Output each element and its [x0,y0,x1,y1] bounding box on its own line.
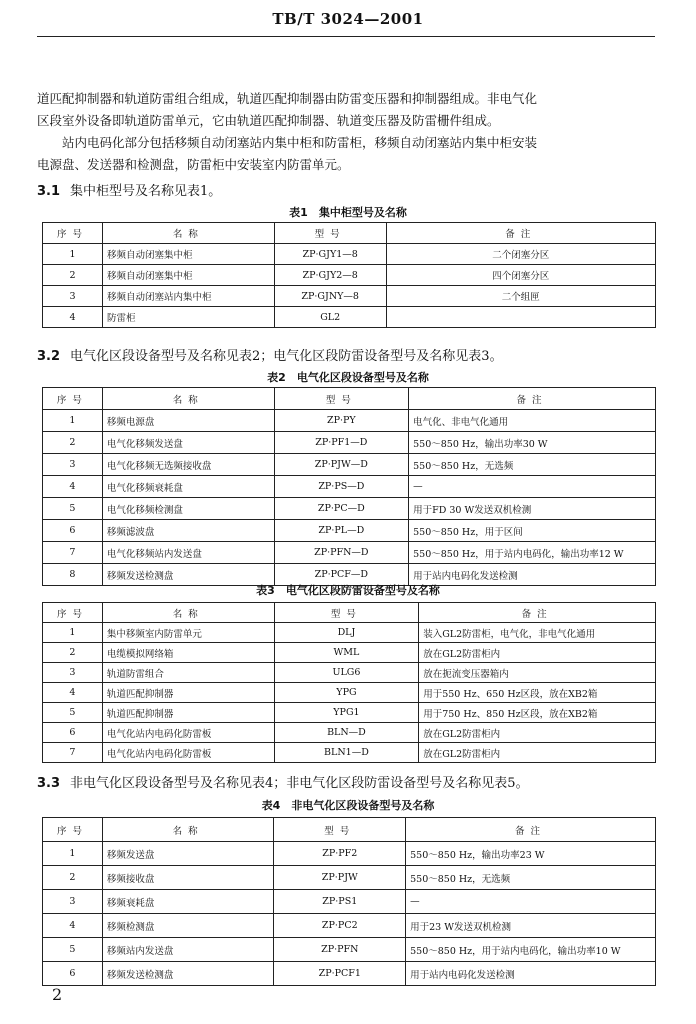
table-cell: ZP·PS1 [274,890,406,914]
table-row [43,962,656,986]
header-cell: 型号 [274,603,419,623]
table-cell: 3 [43,663,103,683]
table-row [43,890,656,914]
table-cell: 2 [43,265,103,286]
section-3-2 [37,345,503,364]
table-row [43,723,656,743]
table-cell: 550～850 Hz，用于站内电码化，输出功率12 W [409,542,656,564]
table-row [43,432,656,454]
table-cell: ZP·PC2 [274,914,406,938]
table-cell: BLN1—D [274,743,419,763]
table-row [43,743,656,763]
section-3-3 [37,772,529,791]
table4-caption: 表4 非电气化区段设备型号及名称 [261,799,435,812]
table-cell: 4 [43,307,103,328]
table-cell: 用于23 W发送双机检测 [406,914,656,938]
header-cell: 名称 [102,388,274,410]
header-cell: 名称 [102,603,274,623]
table4 [42,817,656,986]
table-cell: WML [274,643,419,663]
table-cell: ZP·PY [274,410,409,432]
intro-line-1: 道匹配抑制器和轨道防雷组合组成，轨道匹配抑制器由防雷变压器和抑制器组成。非电气化 [37,91,538,106]
table-cell: 3 [43,454,103,476]
table-cell: YPG1 [274,703,419,723]
table-cell: — [409,476,656,498]
table-cell: 电气化、非电气化通用 [409,410,656,432]
header-cell: 备注 [386,223,655,244]
table-cell: 放在GL2防雷柜内 [419,643,656,663]
table-cell: 防雷柜 [102,307,274,328]
table-cell: ZP·PF1—D [274,432,409,454]
table-row [43,663,656,683]
table-cell: 5 [43,498,103,520]
table-header-row [43,603,656,623]
table-cell: 电气化移频发送盘 [102,432,274,454]
table-cell: 移频衰耗盘 [102,890,274,914]
table-cell: 4 [43,914,103,938]
header-cell: 型号 [274,223,386,244]
table-cell: 放在GL2防雷柜内 [419,723,656,743]
table-row [43,265,656,286]
table-cell: 电气化移频检测盘 [102,498,274,520]
table-cell: 550～850 Hz，无选频 [409,454,656,476]
table-cell: 移频发送检测盘 [102,962,274,986]
table-cell: 5 [43,938,103,962]
table-row [43,703,656,723]
table-cell: 7 [43,542,103,564]
table-cell: 用于550 Hz、650 Hz区段，放在XB2箱 [419,683,656,703]
table-cell: ZP·PCF1 [274,962,406,986]
header-cell: 备注 [406,818,656,842]
table-cell: ZP·PL—D [274,520,409,542]
table-cell: 电气化站内电码化防雷板 [102,743,274,763]
table-row [43,498,656,520]
table-cell: 6 [43,723,103,743]
header-cell: 备注 [419,603,656,623]
table-cell: YPG [274,683,419,703]
table1-caption: 表1 集中柜型号及名称 [289,206,407,219]
table-cell: ZP·GJY2—8 [274,265,386,286]
table-row [43,914,656,938]
table-cell: 4 [43,683,103,703]
table-row [43,454,656,476]
table-cell: 电气化移频衰耗盘 [102,476,274,498]
table-cell: 二个闭塞分区 [386,244,655,265]
table-cell: 装入GL2防雷柜，电气化，非电气化通用 [419,623,656,643]
table-row [43,307,656,328]
table-cell: ZP·PJW—D [274,454,409,476]
section-text: 集中柜型号及名称见表1。 [70,184,222,199]
table-cell: 3 [43,286,103,307]
header-cell: 名称 [102,818,274,842]
table-cell: 550～850 Hz，用于区间 [409,520,656,542]
section-number: 3.2 [37,349,61,364]
table-cell: 移频自动闭塞集中柜 [102,244,274,265]
table-row [43,410,656,432]
table-row [43,938,656,962]
table3 [42,602,656,763]
page-number: 2 [52,985,63,1004]
table-cell: 移频接收盘 [102,866,274,890]
section-3-1 [37,180,221,199]
table-row [43,866,656,890]
table-cell: 550～850 Hz，用于站内电码化，输出功率10 W [406,938,656,962]
table-cell: 轨道防雷组合 [102,663,274,683]
table-row [43,476,656,498]
table-cell: 7 [43,743,103,763]
section-text: 电气化区段设备型号及名称见表2；电气化区段防雷设备型号及名称见表3。 [70,349,503,364]
table-cell: ZP·GJNY—8 [274,286,386,307]
table-cell: 1 [43,623,103,643]
intro-line-4: 电源盘、发送器和检测盘，防雷柜中安装室内防雷单元。 [37,157,350,172]
table-cell: 移频滤波盘 [102,520,274,542]
table-cell: 6 [43,962,103,986]
table-cell: ZP·PF2 [274,842,406,866]
header-cell: 序号 [43,388,103,410]
table-row [43,244,656,265]
table-cell: 550～850 Hz，无选频 [406,866,656,890]
page-header: TB/T 3024—2001 [272,10,424,28]
table-header-row [43,223,656,244]
table-cell: 二个组匣 [386,286,655,307]
table-cell: GL2 [274,307,386,328]
table2 [42,387,656,586]
table-row [43,286,656,307]
table-cell: 2 [43,866,103,890]
header-rule [37,36,655,37]
table-cell: 电气化站内电码化防雷板 [102,723,274,743]
section-number: 3.1 [37,184,61,199]
table-row [43,542,656,564]
table-cell: 1 [43,842,103,866]
table-cell: 放在扼流变压器箱内 [419,663,656,683]
table-cell: 移频自动闭塞集中柜 [102,265,274,286]
table-row [43,520,656,542]
table-cell: ZP·PFN—D [274,542,409,564]
table-cell: 移频电源盘 [102,410,274,432]
table-cell: 3 [43,890,103,914]
table-cell: 用于站内电码化发送检测 [409,564,656,586]
table-cell: ZP·PCF—D [274,564,409,586]
table-cell: 550～850 Hz，输出功率23 W [406,842,656,866]
table-cell: 8 [43,564,103,586]
table-cell: 用于750 Hz、850 Hz区段，放在XB2箱 [419,703,656,723]
table2-caption: 表2 电气化区段设备型号及名称 [267,371,429,384]
table-cell: ZP·PS—D [274,476,409,498]
table3-caption: 表3 电气化区段防雷设备型号及名称 [256,584,440,597]
table-cell: 6 [43,520,103,542]
table-cell: 移频检测盘 [102,914,274,938]
intro-line-2: 区段室外设备即轨道防雷单元，它由轨道匹配抑制器、轨道变压器及防雷栅件组成。 [37,113,500,128]
table-cell: ZP·PC—D [274,498,409,520]
table-cell: 电缆模拟网络箱 [102,643,274,663]
header-cell: 序号 [43,223,103,244]
table-cell: 5 [43,703,103,723]
table-cell: 1 [43,410,103,432]
section-number: 3.3 [37,776,61,791]
table-cell: 用于站内电码化发送检测 [406,962,656,986]
table-header-row [43,388,656,410]
table-cell: 放在GL2防雷柜内 [419,743,656,763]
table-cell: 2 [43,432,103,454]
header-cell: 序号 [43,603,103,623]
table-cell: 1 [43,244,103,265]
header-cell: 序号 [43,818,103,842]
table-cell: 4 [43,476,103,498]
header-cell: 名称 [102,223,274,244]
table-row [43,623,656,643]
table-cell: 用于FD 30 W发送双机检测 [409,498,656,520]
table-row [43,842,656,866]
table-cell: — [406,890,656,914]
table-cell: 集中移频室内防雷单元 [102,623,274,643]
table1 [42,222,656,328]
intro-line-3: 站内电码化部分包括移频自动闭塞站内集中柜和防雷柜，移频自动闭塞站内集中柜安装 [62,135,538,150]
table-cell: 电气化移频站内发送盘 [102,542,274,564]
table-cell: 移频自动闭塞站内集中柜 [102,286,274,307]
table-cell: 移频发送盘 [102,842,274,866]
header-cell: 备注 [409,388,656,410]
table-row [43,643,656,663]
table-cell: DLJ [274,623,419,643]
table-cell: 四个闭塞分区 [386,265,655,286]
table-cell: 移频站内发送盘 [102,938,274,962]
table-cell: BLN—D [274,723,419,743]
header-cell: 型号 [274,818,406,842]
table-cell: 移频发送检测盘 [102,564,274,586]
table-cell: 2 [43,643,103,663]
table-cell: 轨道匹配抑制器 [102,683,274,703]
table-cell: ZP·PJW [274,866,406,890]
section-text: 非电气化区段设备型号及名称见表4；非电气化区段防雷设备型号及名称见表5。 [70,776,529,791]
table-cell [386,307,655,328]
header-cell: 型号 [274,388,409,410]
table-cell: ZP·PFN [274,938,406,962]
table-cell: ZP·GJY1—8 [274,244,386,265]
table-cell: 电气化移频无选频接收盘 [102,454,274,476]
table-cell: 轨道匹配抑制器 [102,703,274,723]
table-row [43,683,656,703]
table-header-row [43,818,656,842]
table-cell: ULG6 [274,663,419,683]
table-cell: 550～850 Hz，输出功率30 W [409,432,656,454]
